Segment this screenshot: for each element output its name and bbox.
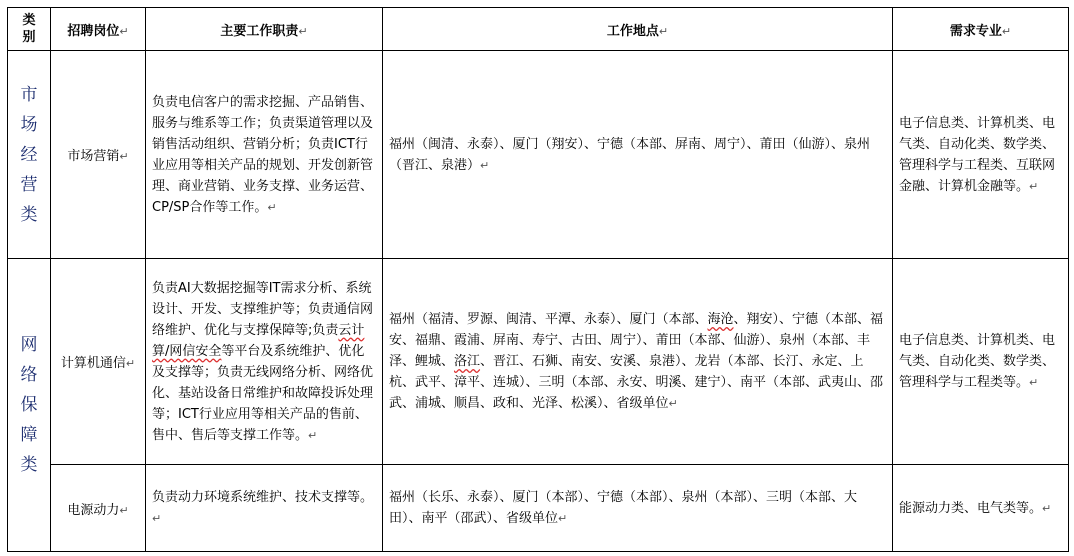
header-majors: 需求专业↵ bbox=[893, 8, 1069, 51]
table-row bbox=[8, 465, 1069, 552]
location-cell: 福州（闽清、永泰）、厦门（翔安）、宁德（本部、屏南、周宁）、莆田（仙游）、泉州（晋江、泉港）↵ bbox=[383, 51, 893, 259]
category-network: 网 络 保 障 类 bbox=[8, 259, 51, 552]
position-cell: 市场营销↵ bbox=[51, 51, 146, 259]
majors-cell: 电子信息类、计算机类、电气类、自动化类、数学类、管理科学与工程类、互联网金融、计算机金融等。↵ bbox=[893, 51, 1069, 259]
recruitment-table bbox=[7, 7, 1069, 552]
header-category: 类 别 bbox=[8, 8, 51, 51]
position-cell: 电源动力↵ bbox=[51, 465, 146, 552]
table-row bbox=[8, 51, 1069, 259]
table-row bbox=[8, 259, 1069, 465]
location-cell: 福州（长乐、永泰）、厦门（本部）、宁德（本部）、泉州（本部）、三明（本部、大田）、南平（邵武）、省级单位↵ bbox=[383, 465, 893, 552]
header-location: 工作地点↵ bbox=[383, 8, 893, 51]
header-position: 招聘岗位↵ bbox=[51, 8, 146, 51]
header-row bbox=[8, 8, 1069, 51]
duties-cell: 负责AI大数据挖掘等IT需求分析、系统设计、开发、支撑维护等；负责通信网络维护、优化与支撑保障等;负责云计算/网信安全等平台及系统维护、优化及支撑等；负责无线网络分析、网络优化、基站设备日常维护和故障投诉处理等；ICT行业应用等相关产品的售前、售中、售后等支撑工作等。↵ bbox=[146, 259, 383, 465]
duties-cell: 负责动力环境系统维护、技术支撑等。↵ bbox=[146, 465, 383, 552]
category-market: 市 场 经 营 类 bbox=[8, 51, 51, 259]
header-duties: 主要工作职责↵ bbox=[146, 8, 383, 51]
majors-cell: 电子信息类、计算机类、电气类、自动化类、数学类、管理科学与工程类等。↵ bbox=[893, 259, 1069, 465]
majors-cell: 能源动力类、电气类等。↵ bbox=[893, 465, 1069, 552]
location-cell: 福州（福清、罗源、闽清、平潭、永泰）、厦门（本部、海沧、翔安）、宁德（本部、福安、福鼎、霞浦、屏南、寿宁、古田、周宁）、莆田（本部、仙游）、泉州（本部、丰泽、鲤城、洛江、晋江、石狮、南安、安溪、泉港）、龙岩（本部、长汀、永定、上杭、武平、漳平、连城）、三明（本部、永安、明溪、建宁）、南平（本部、武夷山、邵武、浦城、顺昌、政和、光泽、松溪）、省级单位↵ bbox=[383, 259, 893, 465]
position-cell: 计算机通信↵ bbox=[51, 259, 146, 465]
duties-cell: 负责电信客户的需求挖掘、产品销售、服务与维系等工作；负责渠道管理以及销售活动组织、营销分析；负责ICT行业应用等相关产品的规划、开发创新管理、商业营销、业务支撑、业务运营、CP/SP合作等工作。↵ bbox=[146, 51, 383, 259]
